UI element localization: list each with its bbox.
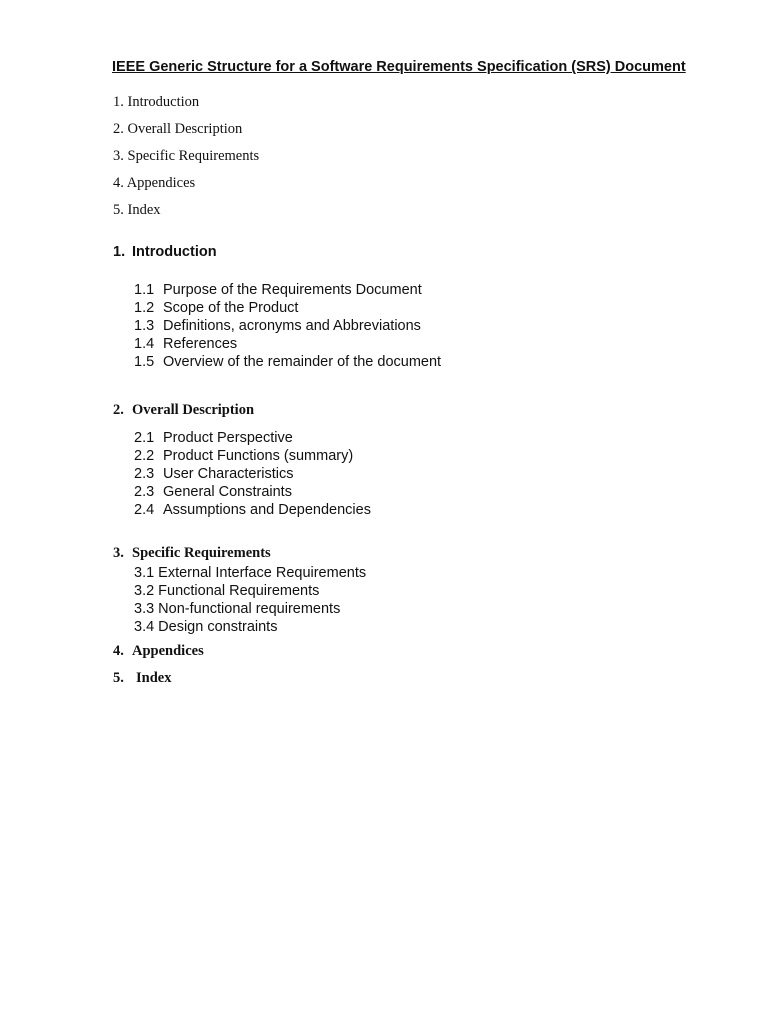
- item-number: 3.2: [134, 583, 155, 599]
- item-text: Design constraints: [158, 619, 278, 635]
- list-item: [134, 582, 366, 600]
- item-text: General Constraints: [163, 484, 292, 500]
- item-number: 1.5: [134, 354, 155, 370]
- list-item: [134, 353, 441, 371]
- section-items-specific-requirements: [134, 564, 366, 636]
- item-number: 3.4: [134, 619, 155, 635]
- section-number: 2.: [113, 402, 124, 418]
- toc-item: 2. Overall Description: [113, 121, 243, 137]
- list-item: [134, 429, 371, 447]
- section-items-overall-description: [134, 429, 371, 519]
- section-number: 4.: [113, 643, 124, 659]
- list-item: [134, 600, 366, 618]
- item-number: 3.1: [134, 565, 155, 581]
- section-heading-specific-requirements: [113, 545, 271, 562]
- list-item: [134, 618, 366, 636]
- list-item: [134, 335, 441, 353]
- toc-item: 4. Appendices: [113, 175, 196, 191]
- section-title: Introduction: [132, 244, 217, 260]
- section-title: Overall Description: [132, 402, 255, 418]
- table-of-contents: [113, 92, 259, 227]
- item-text: Scope of the Product: [163, 300, 299, 316]
- item-number: 1.1: [134, 282, 155, 298]
- item-number: 3.3: [134, 601, 155, 617]
- list-item: [134, 447, 371, 465]
- section-title: Appendices: [132, 643, 204, 659]
- list-item: [134, 317, 441, 335]
- item-text: User Characteristics: [163, 466, 294, 482]
- item-text: Purpose of the Requirements Document: [163, 282, 422, 298]
- document-title: IEEE Generic Structure for a Software Requirements Specification (SRS) Document: [112, 59, 686, 75]
- section-number: 5.: [113, 670, 124, 686]
- item-text: Product Perspective: [163, 430, 293, 446]
- list-item: [134, 281, 441, 299]
- item-number: 1.2: [134, 300, 155, 316]
- item-text: Non-functional requirements: [158, 601, 341, 617]
- toc-item: 1. Introduction: [113, 94, 200, 110]
- section-title: Index: [136, 670, 172, 686]
- item-text: Product Functions (summary): [163, 448, 354, 464]
- item-number: 2.3: [134, 466, 155, 482]
- item-number: 2.3: [134, 484, 155, 500]
- list-item: [134, 564, 366, 582]
- item-text: References: [163, 336, 238, 352]
- section-heading-appendices: [113, 643, 204, 660]
- item-number: 2.1: [134, 430, 155, 446]
- item-text: Assumptions and Dependencies: [163, 502, 371, 518]
- section-heading-overall-description: [113, 402, 254, 419]
- toc-item: 3. Specific Requirements: [113, 148, 260, 164]
- item-text: External Interface Requirements: [158, 565, 367, 581]
- item-number: 1.3: [134, 318, 155, 334]
- toc-item: 5. Index: [113, 202, 161, 218]
- list-item: [134, 501, 371, 519]
- item-text: Definitions, acronyms and Abbreviations: [163, 318, 421, 334]
- list-item: [134, 483, 371, 501]
- section-number: 1.: [113, 244, 126, 260]
- section-heading-index: [113, 670, 171, 687]
- list-item: [134, 465, 371, 483]
- list-item: [134, 299, 441, 317]
- item-number: 2.2: [134, 448, 155, 464]
- item-number: 1.4: [134, 336, 155, 352]
- item-number: 2.4: [134, 502, 155, 518]
- section-items-introduction: [134, 281, 441, 371]
- section-heading-introduction: [113, 244, 217, 260]
- item-text: Overview of the remainder of the document: [163, 354, 442, 370]
- section-title: Specific Requirements: [132, 545, 271, 561]
- item-text: Functional Requirements: [158, 583, 320, 599]
- section-number: 3.: [113, 545, 124, 561]
